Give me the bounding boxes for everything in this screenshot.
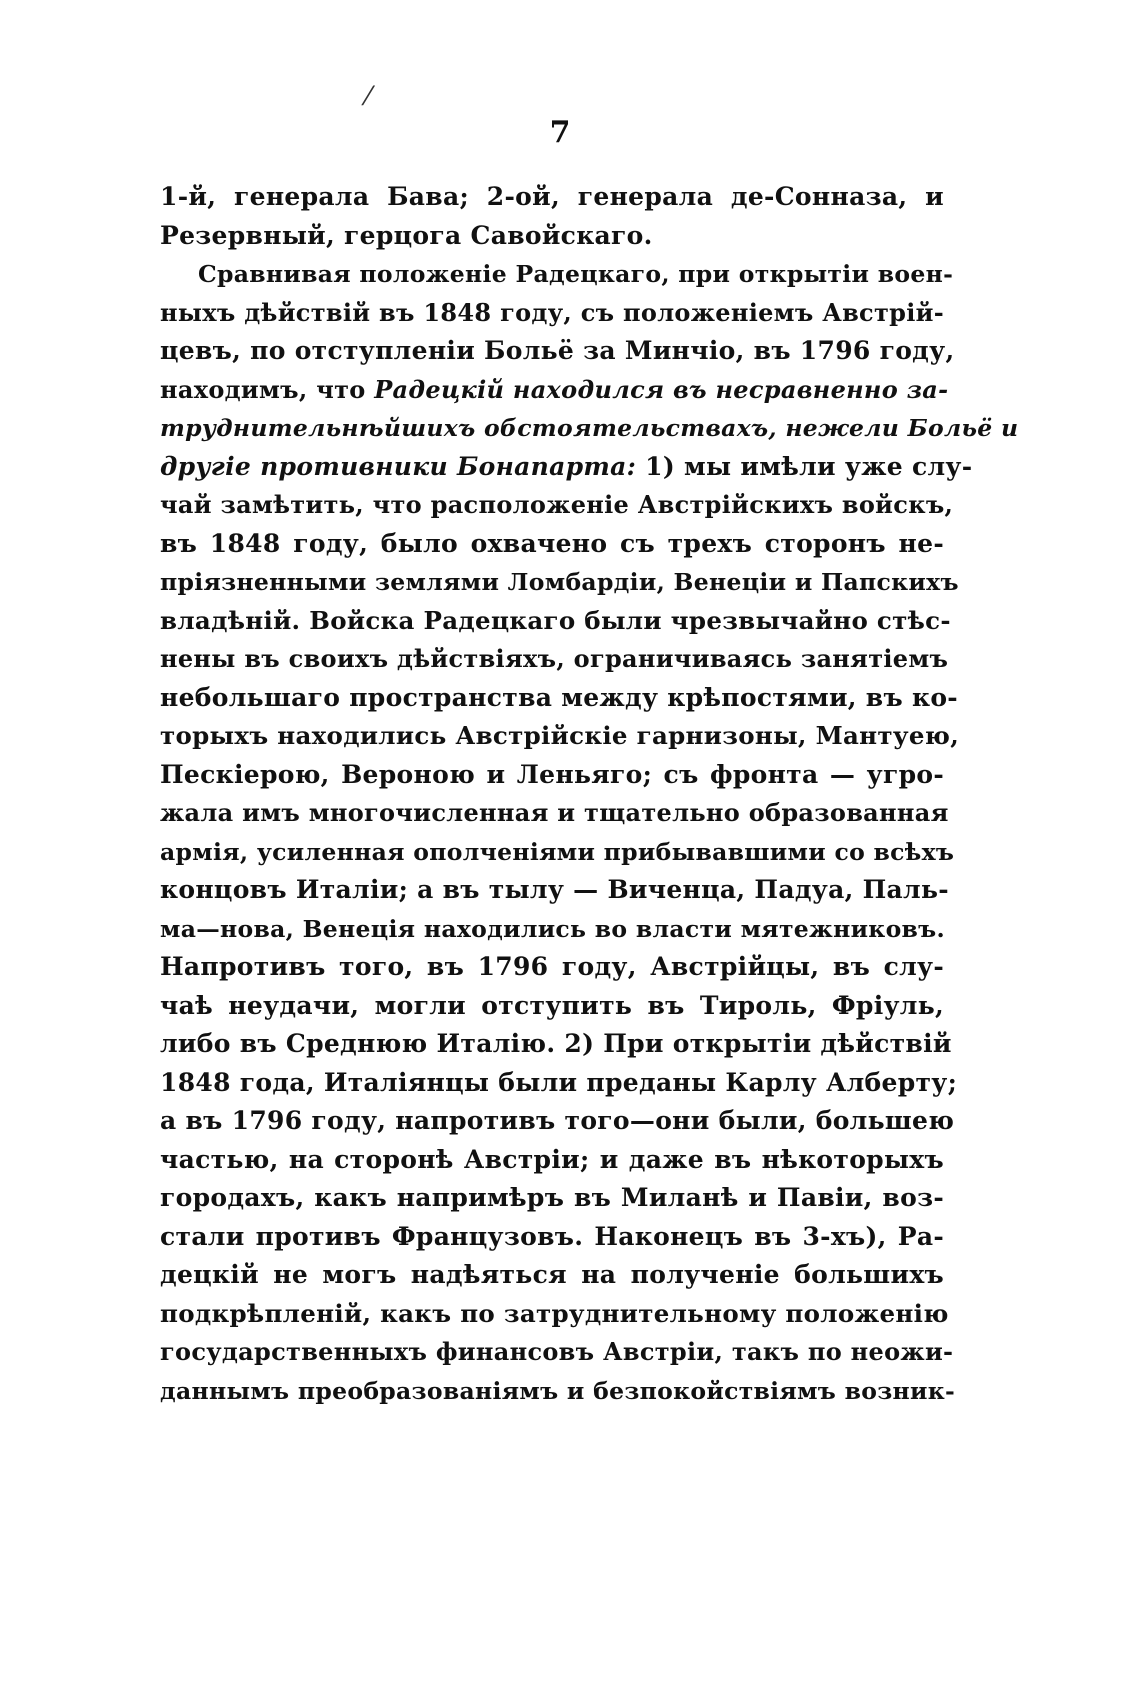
text-line: стали противъ Французовъ. Наконецъ въ 3-хъ), Ра- [160,1221,944,1251]
text-line: жала имъ многочисленная и тщательно образованная [160,798,949,827]
text-line: ма—нова, Венеція находились во власти мятежниковъ. [160,914,945,943]
text-line: децкій не могъ надѣяться на полученіе большихъ [160,1260,944,1289]
text-line: государственныхъ финансовъ Австріи, такъ по неожи- [160,1337,954,1366]
text-line: находимъ, что Радецкій находился въ несравненно за- [160,374,949,404]
text-line: чай замѣтить, что расположеніе Австрійскихъ войскъ, [160,490,954,519]
text-line: цевъ, по отступленіи Больё за Минчіо, въ 1796 году, [160,336,955,365]
body-text [160,178,1019,1410]
text-line: владѣній. Войска Радецкаго были чрезвычайно стѣс- [160,605,951,635]
text-line: городахъ, какъ напримѣръ въ Миланѣ и Павіи, воз- [160,1183,944,1212]
text-line: 1-й, генерала Бава; 2-ой, генерала де-Сонназа, и [160,182,944,211]
text-line: пріязненными землями Ломбардіи, Венеціи и Папскихъ [160,568,959,596]
page-number: 7 [549,115,571,150]
text-line: либо въ Среднюю Италію. 2) При открытіи дѣйствій [160,1029,952,1058]
italic-text: другіе противники Бонапарта: [160,451,637,481]
text-line: подкрѣпленій, какъ по затруднительному положенію [160,1298,949,1328]
text-line: чаѣ неудачи, могли отступить въ Тироль, Фріуль, [160,990,944,1020]
text-line: небольшаго пространства между крѣпостями, въ ко- [160,682,958,712]
paragraph-start-line: Сравнивая положеніе Радецкаго, при открытіи воен- [198,260,954,288]
text-line: торыхъ находились Австрійскіе гарнизоны, Мантуею, [160,721,960,750]
text-line: нены въ своихъ дѣйствіяхъ, ограничиваясь занятіемъ [160,644,949,673]
text-line: ныхъ дѣйствій въ 1848 году, съ положеніемъ Австрій- [160,297,944,327]
text-line: частью, на сторонѣ Австріи; и даже въ нѣкоторыхъ [160,1144,944,1174]
italic-text: Радецкій находился въ несравненно за- [374,374,949,404]
text-line: Напротивъ того, въ 1796 году, Австрійцы, въ слу- [160,952,944,981]
text-line: даннымъ преобразованіямъ и безпокойствіямъ возник- [160,1376,956,1405]
text-line: Пескіерою, Вероною и Леньяго; съ фронта — угро- [160,759,944,789]
stray-mark: ⁄ [366,82,371,112]
text-line [160,409,1019,448]
italic-text: труднительнѣйшихъ обстоятельствахъ, нежели Больё и [160,414,1019,442]
text-line: въ 1848 году, было охвачено съ трехъ сторонъ не- [160,528,944,558]
text-line: армія, усиленная ополченіями прибывавшими со всѣхъ [160,837,955,866]
text-line: другіе противники Бонапарта: 1) мы имѣли уже слу- [160,451,973,481]
text-line: Резервный, герцога Савойскаго. [160,220,653,250]
text-line: 1848 года, Италіянцы были преданы Карлу Алберту; [160,1067,958,1097]
text-line: а въ 1796 году, напротивъ того—они были, большею [160,1106,955,1135]
text-line: концовъ Италіи; а въ тылу — Виченца, Падуа, Паль- [160,875,949,904]
